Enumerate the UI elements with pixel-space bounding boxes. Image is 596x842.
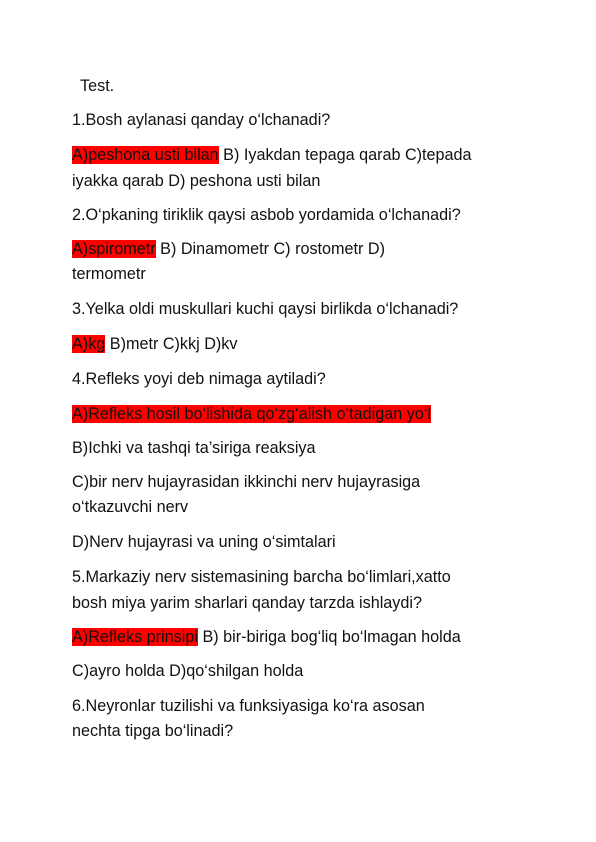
answer-line-2 (72, 238, 385, 260)
answer-line-5 (72, 626, 461, 648)
question-4: 4.Refleks yoyi deb nimaga aytiladi? (72, 370, 326, 388)
answer-line-2b: termometr (72, 265, 146, 283)
answer-line-4d: D)Nerv hujayrasi va uning o‘simtalari (72, 533, 336, 551)
question-5: 5.Markaziy nerv sistemasining barcha bo‘limlari,xatto (72, 568, 451, 586)
highlighted-answer-4: A)Refleks hosil bo‘lishida qo‘zg‘alish o‘tadigan yo‘l (72, 405, 432, 423)
answer-line-1b: iyakka qarab D) peshona usti bilan (72, 172, 321, 190)
highlighted-answer-3: A)kg (72, 335, 106, 353)
answer-line-4a (72, 403, 431, 425)
highlighted-answer-5: A)Refleks prinsipi (72, 628, 198, 646)
question-1: 1.Bosh aylanasi qanday o‘lchanadi? (72, 111, 331, 129)
answer-line-4b: B)Ichki va tashqi ta’siriga reaksiya (72, 439, 316, 457)
options-text-1: B) Iyakdan tepaga qarab C)tepada (218, 146, 472, 164)
question-6-cont: nechta tipga bo‘linadi? (72, 722, 234, 740)
question-5-cont: bosh miya yarim sharlari qanday tarzda ishlaydi? (72, 594, 422, 612)
test-title: Test. (80, 77, 115, 95)
question-2: 2.O‘pkaning tiriklik qaysi asbob yordamida o‘lchanadi? (72, 206, 461, 224)
question-6: 6.Neyronlar tuzilishi va funksiyasiga ko‘ra asosan (72, 697, 425, 715)
answer-line-4c-cont: o‘tkazuvchi nerv (72, 498, 189, 516)
answer-line-3 (72, 333, 237, 355)
answer-line-1 (72, 144, 472, 166)
options-text-3: B)metr C)kkj D)kv (105, 335, 238, 353)
answer-line-5b: C)ayro holda D)qo‘shilgan holda (72, 662, 304, 680)
options-text-2: B) Dinamometr C) rostometr D) (155, 240, 386, 258)
options-text-5: B) bir-biriga bog‘liq bo‘lmagan holda (197, 628, 461, 646)
answer-line-4c: C)bir nerv hujayrasidan ikkinchi nerv hujayrasiga (72, 473, 421, 491)
question-3: 3.Yelka oldi muskullari kuchi qaysi birlikda o‘lchanadi? (72, 300, 459, 318)
highlighted-answer-2: A)spirometr (72, 240, 156, 258)
highlighted-answer-1: A)peshona usti bilan (72, 146, 219, 164)
